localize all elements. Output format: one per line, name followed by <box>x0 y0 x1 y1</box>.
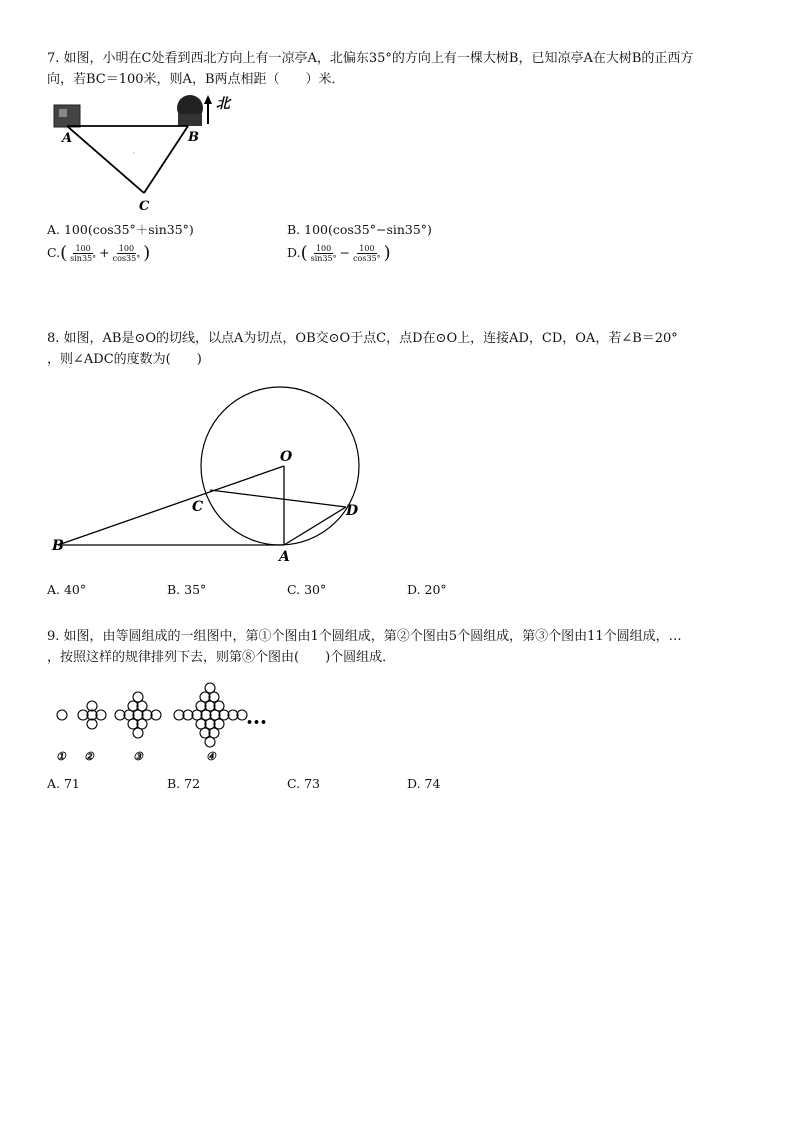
question-8-option-D: D. 20° <box>407 582 447 597</box>
label-B: B <box>52 538 64 554</box>
question-7-figure <box>50 92 240 214</box>
question-9 <box>47 626 747 668</box>
question-9-option-A: A. 71 <box>47 776 80 791</box>
question-8-option-C: C. 30° <box>287 582 327 597</box>
question-7-option-C: C.( $\frac{100}{\sin 35^\circ}$ + $\frac{100}{\cos 35^\circ}$ ) <box>47 242 151 264</box>
question-8-stem-line2: ，则∠ADC的度数为( ) <box>47 352 202 367</box>
question-7-stem-line2: 向，若BC＝100米，则A，B两点相距（ ）米． <box>47 72 345 87</box>
question-7-option-D: D.( $\frac{100}{\sin 35^\circ}$ − $\frac{100}{\cos 35^\circ}$ ) <box>287 242 391 264</box>
question-8-stem-line1: 8. 如图，AB是⊙O的切线，以点A为切点，OB交⊙O于点C，点D在⊙O上，连接AD，CD，OA，若∠B＝20° <box>47 331 678 346</box>
label-A: A <box>279 549 290 565</box>
question-9-option-D: D. 74 <box>407 776 441 791</box>
svg-text:·: · <box>133 150 136 157</box>
figure-label-4: ④ <box>206 750 216 763</box>
label-A: A <box>62 131 73 146</box>
question-9-option-B: B. 72 <box>167 776 201 791</box>
question-9-stem-line2: ，按照这样的规律排列下去，则第⑧个图由( )个圆组成． <box>47 650 396 665</box>
figure-label-3: ③ <box>133 750 143 763</box>
figure-label-1: ① <box>56 750 66 763</box>
question-8 <box>47 328 747 370</box>
question-9-figure <box>50 678 280 766</box>
figure-ellipsis: ••• <box>246 716 268 729</box>
circle-O <box>201 387 359 545</box>
question-7-stem-line1: 7. 如图，小明在C处看到西北方向上有一凉亭A，北偏东35°的方向上有一棵大树B，已知凉亭A在大树B的正西方 <box>47 51 694 66</box>
question-8-figure <box>48 375 378 565</box>
question-8-option-B: B. 35° <box>167 582 207 597</box>
figure-label-2: ② <box>84 750 94 763</box>
question-7 <box>47 48 747 90</box>
label-C: C <box>139 199 150 214</box>
north-label: 北 <box>216 96 230 112</box>
question-7-option-A: A. 100(cos35°＋sin35°) <box>47 222 194 237</box>
question-7-option-B: B. 100(cos35°−sin35°) <box>287 222 432 237</box>
question-9-option-C: C. 73 <box>287 776 320 791</box>
question-8-option-A: A. 40° <box>47 582 87 597</box>
question-9-stem-line1: 9. 如图，由等圆组成的一组图中，第①个图由1个圆组成，第②个图由5个圆组成，第③个图由11个圆组成，… <box>47 629 682 644</box>
label-D: D <box>346 503 359 519</box>
label-B: B <box>188 130 199 145</box>
label-O: O <box>280 449 293 465</box>
label-C: C <box>192 499 204 515</box>
